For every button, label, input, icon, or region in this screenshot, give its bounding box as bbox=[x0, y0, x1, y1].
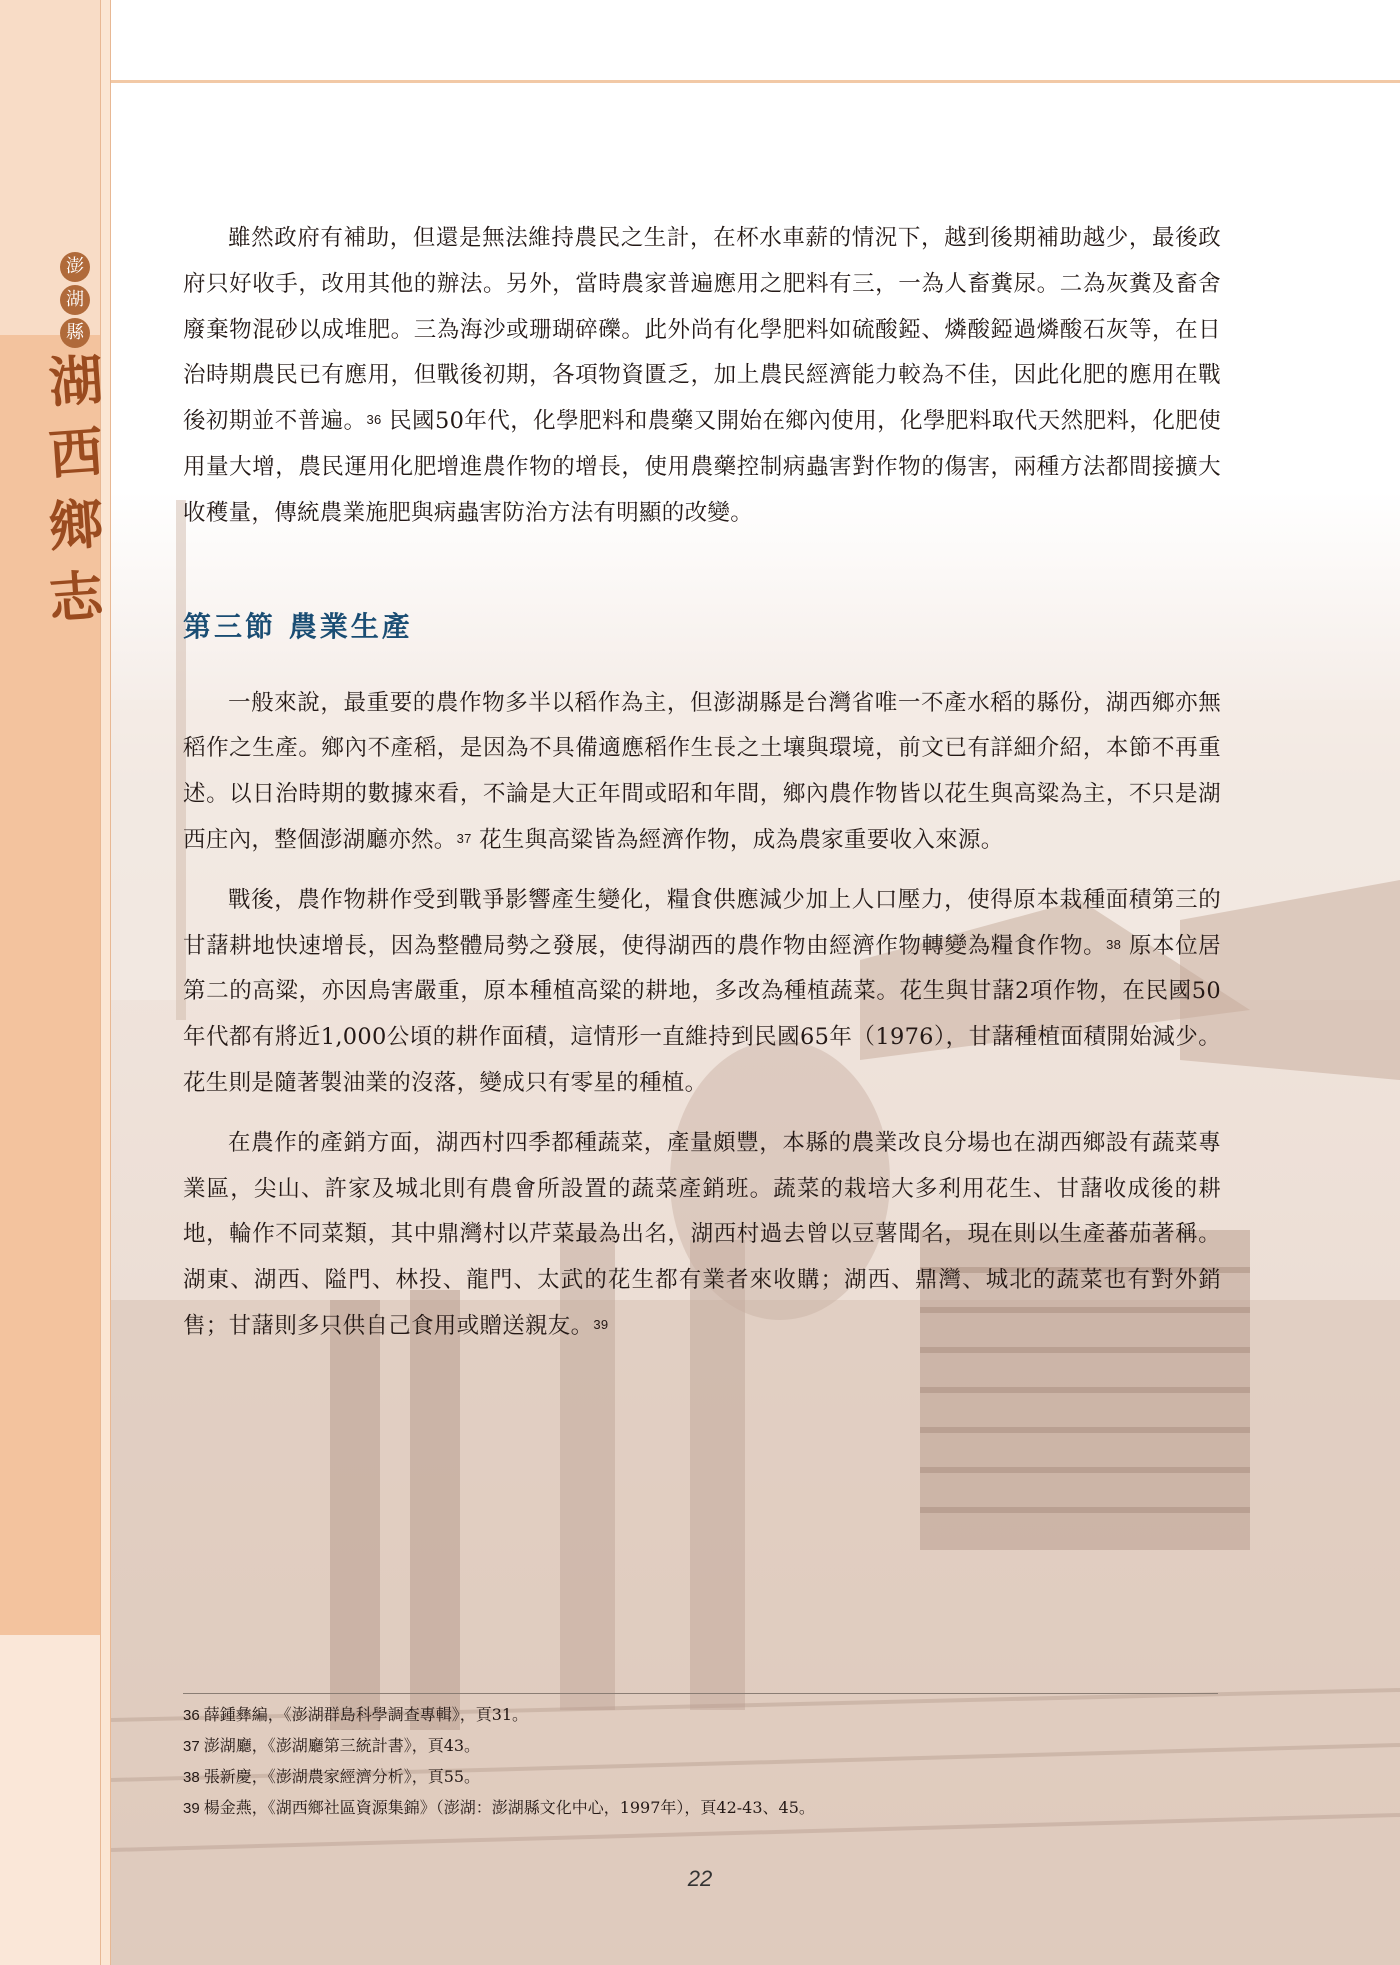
footnote bbox=[183, 1793, 1218, 1824]
section-title: 第三節 農業生產 bbox=[183, 609, 413, 643]
footnote-number: 36 bbox=[183, 1707, 200, 1724]
book-title-char: 志 bbox=[46, 563, 106, 631]
main-content bbox=[183, 216, 1221, 1350]
paragraph-3 bbox=[183, 878, 1221, 1107]
footnote-ref: 36 bbox=[366, 412, 382, 428]
paragraph-1 bbox=[183, 216, 1221, 537]
footnote-text: 楊金燕，《湖西鄉社區資源集錦》（澎湖：澎湖縣文化中心，1997年），頁42-43、45。 bbox=[203, 1798, 815, 1817]
footnote-number: 37 bbox=[183, 1738, 200, 1755]
footnote-text: 張新慶，《澎湖農家經濟分析》，頁55。 bbox=[203, 1767, 481, 1786]
footnotes bbox=[183, 1700, 1218, 1824]
footnote-number: 39 bbox=[183, 1800, 200, 1817]
footnote-ref: 38 bbox=[1106, 936, 1122, 952]
footnote bbox=[183, 1762, 1218, 1793]
book-title bbox=[46, 345, 106, 633]
footnote-number: 38 bbox=[183, 1769, 200, 1786]
footnote-text: 薛鍾彝編，《澎湖群島科學調查專輯》，頁31。 bbox=[203, 1705, 529, 1724]
county-badge bbox=[60, 252, 94, 348]
paragraph-text: 雖然政府有補助，但還是無法維持農民之生計，在杯水車薪的情況下，越到後期補助越少，最後政府只好收手，改用其他的辦法。另外，當時農家普遍應用之肥料有三，一為人畜糞尿。二為灰糞及畜舍廢棄物混砂以成堆肥。三為海沙或珊瑚碎礫。此外尚有化學肥料如硫酸錏、燐酸錏過燐酸石灰等，在日治時期農民已有應用，但戰後初期，各項物資匱乏，加上農民經濟能力較為不佳，因此化肥的應用在戰後初期並不普遍。 bbox=[183, 225, 1221, 435]
footnote-ref: 37 bbox=[456, 830, 472, 846]
footnote bbox=[183, 1700, 1218, 1731]
book-title-char: 西 bbox=[46, 419, 106, 487]
paragraph-text: 在農作的產銷方面，湖西村四季都種蔬菜，產量頗豐，本縣的農業改良分場也在湖西鄉設有蔬菜專業區，尖山、許家及城北則有農會所設置的蔬菜產銷班。蔬菜的栽培大多利用花生、甘藷收成後的耕地，輪作不同菜類，其中鼎灣村以芹菜最為出名，湖西村過去曾以豆薯聞名，現在則以生產蕃茄著稱。湖東、湖西、隘門、林投、龍門、太武的花生都有業者來收購；湖西、鼎灣、城北的蔬菜也有對外銷售；甘藷則多只供自己食用或贈送親友。 bbox=[183, 1129, 1221, 1339]
paragraph-text: 民國50年代，化學肥料和農藥又開始在鄉內使用，化學肥料取代天然肥料，化肥使用量大增，農民運用化肥增進農作物的增長，使用農藥控制病蟲害對作物的傷害，兩種方法都間接擴大收穫量，傳統農業施肥與病蟲害防治方法有明顯的改變。 bbox=[183, 408, 1221, 526]
paragraph-2 bbox=[183, 681, 1221, 864]
footnote bbox=[183, 1731, 1218, 1762]
book-title-char: 鄉 bbox=[46, 491, 106, 559]
footnote-ref: 39 bbox=[593, 1316, 609, 1332]
spine-bottom bbox=[0, 1635, 100, 1965]
county-char: 縣 bbox=[60, 318, 90, 348]
paragraph-text: 花生與高粱皆為經濟作物，成為農家重要收入來源。 bbox=[471, 826, 1004, 853]
footnote-text: 澎湖廳，《澎湖廳第三統計書》，頁43。 bbox=[203, 1736, 481, 1755]
spine-rule bbox=[100, 0, 111, 1965]
header-band bbox=[111, 0, 1400, 80]
county-char: 澎 bbox=[60, 252, 90, 282]
paragraph-4 bbox=[183, 1121, 1221, 1350]
paragraph-text: 一般來說，最重要的農作物多半以稻作為主，但澎湖縣是台灣省唯一不產水稻的縣份，湖西鄉亦無稻作之生產。鄉內不產稻，是因為不具備適應稻作生長之土壤與環境，前文已有詳細介紹，本節不再重述。以日治時期的數據來看，不論是大正年間或昭和年間，鄉內農作物皆以花生與高粱為主，不只是湖西庄內，整個澎湖廳亦然。 bbox=[183, 689, 1221, 853]
county-char: 湖 bbox=[60, 285, 90, 315]
header-rule bbox=[111, 80, 1400, 83]
page-number: 22 bbox=[687, 1866, 713, 1891]
book-title-char: 湖 bbox=[46, 347, 106, 415]
paragraph-text: 原本位居第二的高粱，亦因鳥害嚴重，原本種植高粱的耕地，多改為種植蔬菜。花生與甘藷2項作物，在民國50年代都有將近1,000公頃的耕作面積，這情形一直維持到民國65年（1976），甘藷種植面積開始減少。花生則是隨著製油業的沒落，變成只有零星的種植。 bbox=[183, 932, 1221, 1096]
paragraph-text: 戰後，農作物耕作受到戰爭影響產生變化，糧食供應減少加上人口壓力，使得原本栽種面積第三的甘藷耕地快速增長，因為整體局勢之發展，使得湖西的農作物由經濟作物轉變為糧食作物。 bbox=[183, 886, 1221, 959]
footnote-divider bbox=[183, 1693, 1218, 1694]
